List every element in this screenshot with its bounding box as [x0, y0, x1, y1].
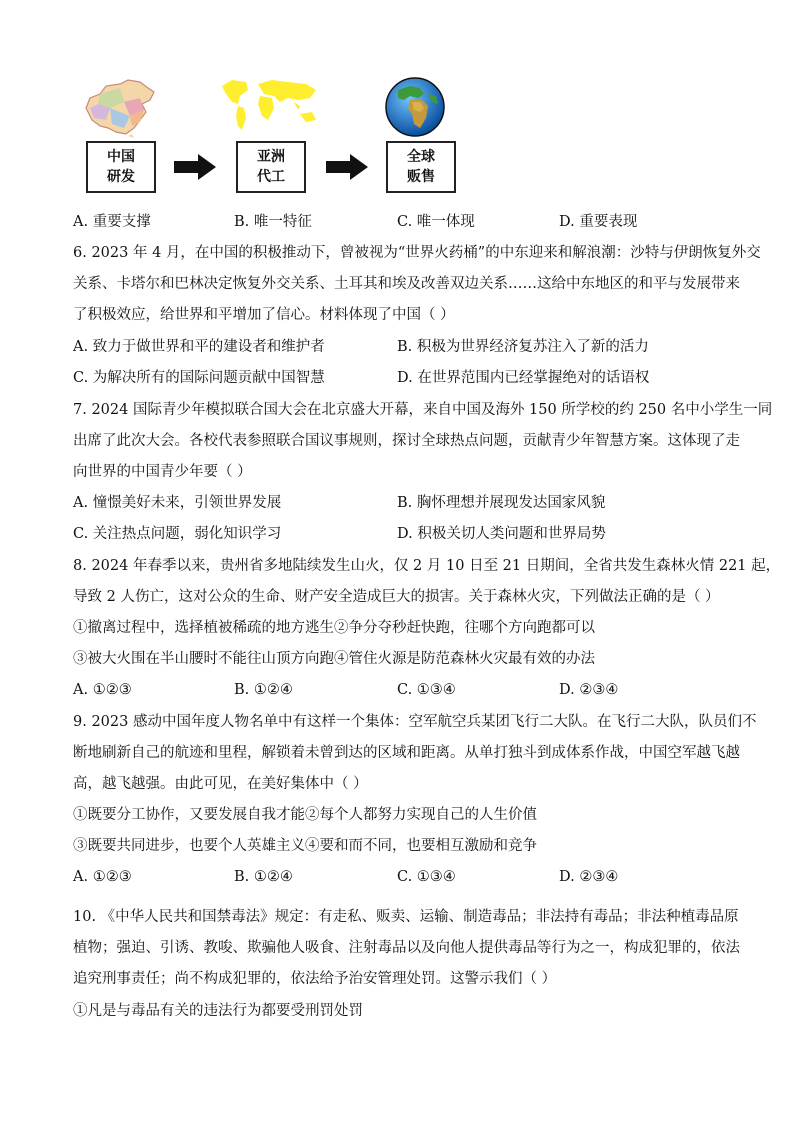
q7-option-c: C. 关注热点问题，弱化知识学习 [73, 526, 282, 542]
q5-option-c: C. 唯一体现 [397, 214, 475, 230]
step-label-3b: 贩售 [407, 169, 435, 185]
question-text: 植物；强迫、引诱、教唆、欺骗他人吸食、注射毒品以及向他人提供毒品等行为之一，构成犯罪的，依法 [73, 940, 740, 956]
q8-option-d: D. ②③④ [559, 682, 619, 698]
right-arrow-icon [174, 154, 216, 180]
statement-line: ①撤离过程中，选择植被稀疏的地方逃生②争分夺秒赶快跑，往哪个方向跑都可以 [73, 620, 595, 636]
statement-line: ③既要共同进步，也要个人英雄主义④要和而不同，也要相互激励和竞争 [73, 838, 537, 854]
step-label-3a: 全球 [407, 149, 435, 165]
question-text: 关系、卡塔尔和巴林决定恢复外交关系、土耳其和埃及改善双边关系……这给中东地区的和平与发展带来 [73, 276, 740, 292]
question-text: 断地刷新自己的航迹和里程，解锁着未曾到达的区域和距离。从单打独斗到成体系作战，中国空军越飞越 [73, 745, 740, 761]
step-label-1b: 研发 [107, 169, 135, 185]
q9-option-a: A. ①②③ [73, 869, 132, 885]
q9-option-b: B. ①②④ [234, 869, 293, 885]
statement-line: ①凡是与毒品有关的违法行为都要受刑罚处罚 [73, 1003, 363, 1019]
q8-option-b: B. ①②④ [234, 682, 293, 698]
q6-option-d: D. 在世界范围内已经掌握绝对的话语权 [397, 370, 650, 386]
globe-icon [384, 76, 446, 138]
q9-option-c: C. ①③④ [397, 869, 456, 885]
question-text: 追究刑事责任；尚不构成犯罪的，依法给予治安管理处罚。这警示我们（ ） [73, 971, 557, 987]
question-text: 了积极效应，给世界和平增加了信心。材料体现了中国（ ） [73, 307, 455, 323]
china-map-icon [80, 78, 160, 138]
q7-option-d: D. 积极关切人类问题和世界局势 [397, 526, 606, 542]
question-text: 向世界的中国青少年要（ ） [73, 464, 252, 480]
statement-line: ①既要分工协作，又要发展自我才能②每个人都努力实现自己的人生价值 [73, 807, 537, 823]
step-label-2b: 代工 [257, 169, 285, 185]
right-arrow-icon [326, 154, 368, 180]
q8-option-a: A. ①②③ [73, 682, 132, 698]
q8-option-c: C. ①③④ [397, 682, 456, 698]
q5-option-b: B. 唯一特征 [234, 214, 312, 230]
question-text: 出席了此次大会。各校代表参照联合国议事规则，探讨全球热点问题，贡献青少年智慧方案。这体现了走 [73, 433, 740, 449]
question-text: 7. 2024 国际青少年模拟联合国大会在北京盛大开幕，来自中国及海外 150 所学校的约 250 名中小学生一同 [73, 402, 773, 418]
world-map-icon [218, 76, 322, 134]
flow-step-asia-oem [236, 141, 306, 193]
flow-step-global-sale [386, 141, 456, 193]
question-text: 导致 2 人伤亡，这对公众的生命、财产安全造成巨大的损害。关于森林火灾，下列做法正确的是（ ） [73, 589, 720, 605]
q5-option-a: A. 重要支撑 [73, 214, 151, 230]
question-text: 8. 2024 年春季以来，贵州省多地陆续发生山火，仅 2 月 10 日至 21 日期间，全省共发生森林火情 221 起， [73, 558, 781, 574]
step-label-1a: 中国 [107, 149, 135, 165]
question-text: 高，越飞越强。由此可见，在美好集体中（ ） [73, 776, 368, 792]
q7-option-b: B. 胸怀理想并展现发达国家风貌 [397, 495, 606, 511]
q6-option-b: B. 积极为世界经济复苏注入了新的活力 [397, 339, 649, 355]
question-text: 9. 2023 感动中国年度人物名单中有这样一个集体：空军航空兵某团飞行二大队。在飞行二大队，队员们不 [73, 714, 757, 730]
q5-option-d: D. 重要表现 [559, 214, 638, 230]
flow-step-china-rd [86, 141, 156, 193]
question-text: 10. 《中华人民共和国禁毒法》规定：有走私、贩卖、运输、制造毒品；非法持有毒品；非法种植毒品原 [73, 909, 739, 925]
step-label-2a: 亚洲 [257, 149, 285, 165]
q6-option-a: A. 致力于做世界和平的建设者和维护者 [73, 339, 325, 355]
q9-option-d: D. ②③④ [559, 869, 619, 885]
statement-line: ③被大火围在半山腰时不能往山顶方向跑④管住火源是防范森林火灾最有效的办法 [73, 651, 595, 667]
q7-option-a: A. 憧憬美好未来，引领世界发展 [73, 495, 282, 511]
q6-option-c: C. 为解决所有的国际问题贡献中国智慧 [73, 370, 325, 386]
question-text: 6. 2023 年 4 月，在中国的积极推动下，曾被视为“世界火药桶”的中东迎来和解浪潮：沙特与伊朗恢复外交 [73, 245, 761, 261]
